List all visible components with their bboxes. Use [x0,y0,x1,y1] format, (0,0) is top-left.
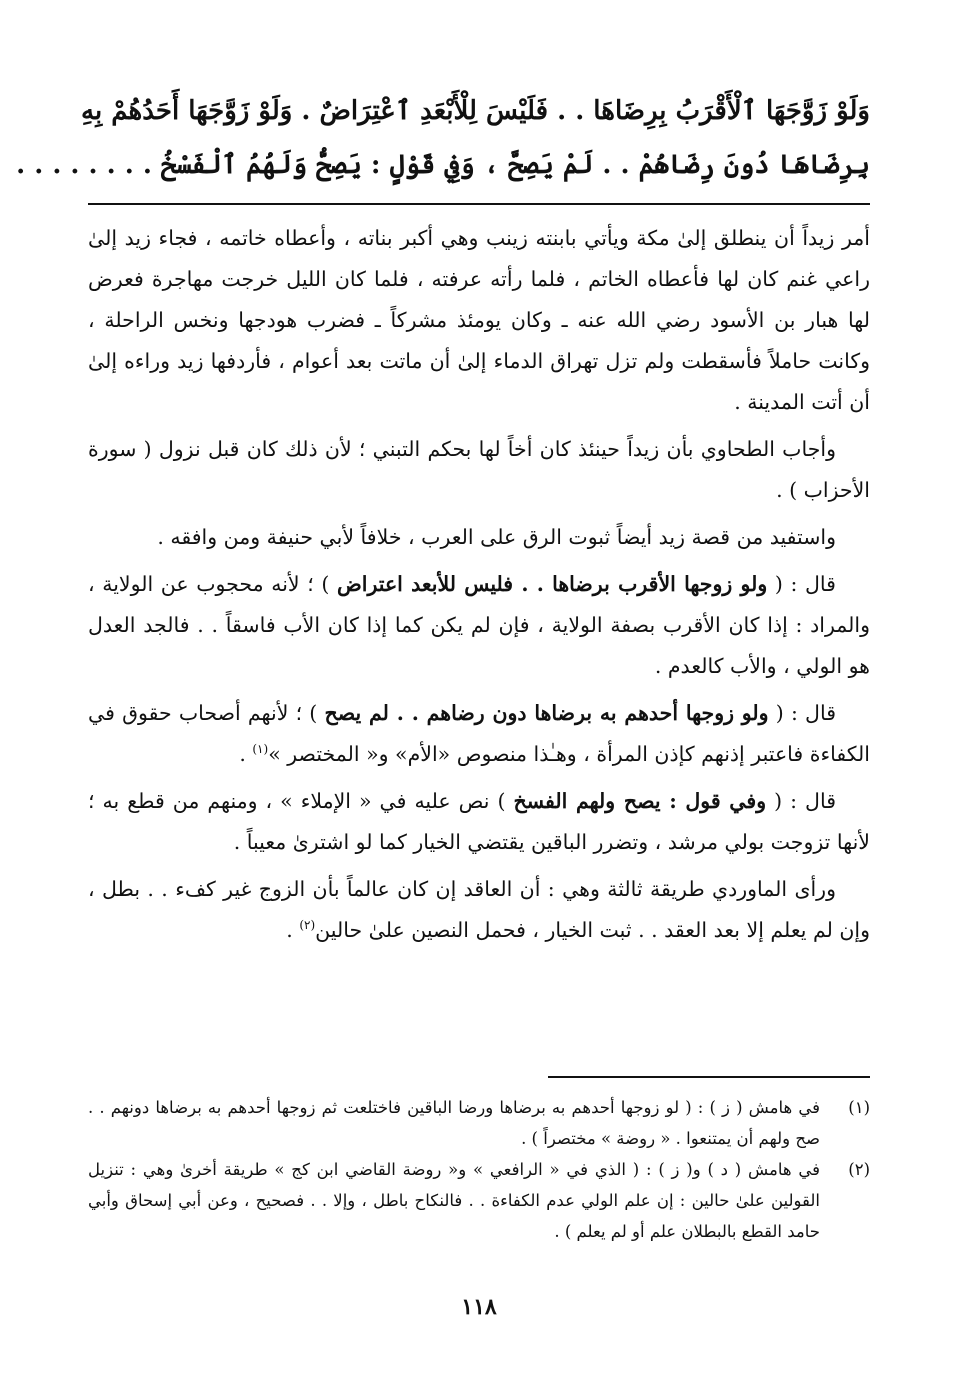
footnote [88,1154,870,1247]
commentary-paragraph [88,781,870,863]
commentary-paragraph: أمر زيداً أن ينطلق إلىٰ مكة ويأتي بابنته زينب وهي أكبر بناته ، وأعطاه خاتمه ، فجاء زيد إلىٰ راعي غنم كان لها فأعطاه الخاتم ، فلما رأته عرفته ، فلما كان الليل خرجت مهاجرة فعرض لها هبار بن الأسود رضي الله عنه ـ وكان يومئذ مشركاً ـ فضرب هودجها ونخس الراحلة ، وكانت حاملاً فأسقطت ولم تزل تهراق الدماء إلىٰ أن ماتت بعد أعوام ، فأردفها زيد وراءه إلىٰ أن أتت المدينة . [88,226,870,414]
commentary [88,218,870,957]
quote-open: قال : ( [768,701,836,725]
matn-quote: ولو زوجها الأقرب برضاها . . فليس للأبعد اعتراض [336,572,768,596]
footnote-text: في هامش ( ز ) : ( لو زوجها أحدهم به برضاها ورضا الباقين فاختلعت ثم زوجها أحدهم به برضاها دونهم . . صح ولهم أن يمتنعوا . « روضة » مختصراً ) . [88,1098,820,1148]
footnote-number: (١) [848,1098,870,1117]
footnote-divider [548,1076,870,1078]
top-divider [88,203,870,205]
quote-explanation: ) نص عليه في « الإملاء » ، ومنهم من قطع به ؛ لأنها تزوجت بولي مرشد ، وتضرر الباقين يقتضي الخيار كما لو اشترىٰ معيباً . [88,789,870,854]
quote-explanation: ) ؛ لأنهم أصحاب حقوق في الكفاءة فاعتبر إذنهم كإذن المرأة ، وهـٰذا منصوص «الأم» و« المختصر » [88,701,870,766]
verse-line-2: بِرِضَاهَا دُونَ رِضَاهُمْ . . لَمْ يَصِحَّ ، وَفِي قَوْلٍ : يَصِحُّ وَلَهُمُ ٱلْفَسْخُ . . . . . . . . [16,150,870,180]
sentence-end: . [239,742,253,766]
commentary-paragraph: واستفيد من قصة زيد أيضاً ثبوت الرق على العرب ، خلافاً لأبي حنيفة ومن وافقه . [157,525,836,549]
footnote-ref[interactable]: (٢) [299,918,316,933]
footnote-text: في هامش ( د ) و( ز ) : ( الذي في « الرافعي » و« روضة القاضي ابن كج » طريقة أخرىٰ وهي : تنزيل القولين علىٰ حالين : إن علم الولي عدم الكفاءة . . فالنكاح باطل ، وإلا . . فصحيح ، وعن أبي إسحاق وأبي حامد القطع بالبطلان علم أو لم يعلم ) . [88,1160,820,1241]
commentary-paragraph [88,869,870,951]
footnote-number: (٢) [848,1160,870,1179]
commentary-paragraph: وأجاب الطحاوي بأن زيداً حينئذ كان أخاً لها بحكم التبني ؛ لأن ذلك كان قبل نزول ( سورة الأحزاب ) . [88,437,870,502]
quote-explanation: ) ؛ لأنه محجوب عن الولاية ، والمراد : إذا كان الأقرب بصفة الولاية ، فإن لم يكن كما إذا كان الأب فاسقاً . . فالجد العدل هو الولي ، والأب كالعدم . [88,572,870,678]
quote-open: قال : ( [766,789,836,813]
page-number: ١١٨ [461,1294,497,1320]
matn-quote: وفي قول : يصح ولهم الفسخ [513,789,767,813]
verse-line-1: وَلَوْ زَوَّجَهَا ٱلْأَقْرَبُ بِرِضَاهَا . . فَلَيْسَ لِلْأَبْعَدِ ٱعْتِرَاضٌ . وَلَوْ زَوَّجَهَا أَحَدُهُمْ بِهِ [81,96,870,126]
paragraph-text: ورأى الماوردي طريقة ثالثة وهي : أن العاقد إن كان عالماً بأن الزوج غير كفء . . بطل ، وإن لم يعلم إلا بعد العقد . . ثبت الخيار ، فحمل النصين علىٰ حالين [88,877,870,942]
sentence-end: . [286,918,300,942]
footnote [88,1092,870,1154]
quote-open: قال : ( [767,572,836,596]
commentary-paragraph [88,693,870,775]
matn-verse [16,84,870,192]
matn-quote: ولو زوجها أحدهم به برضاها دون رضاهم . . لم يصح [324,701,769,725]
commentary-paragraph [88,564,870,687]
footnotes [88,1092,870,1247]
book-page [16,0,870,1376]
footnote-ref[interactable]: (١) [252,742,269,757]
